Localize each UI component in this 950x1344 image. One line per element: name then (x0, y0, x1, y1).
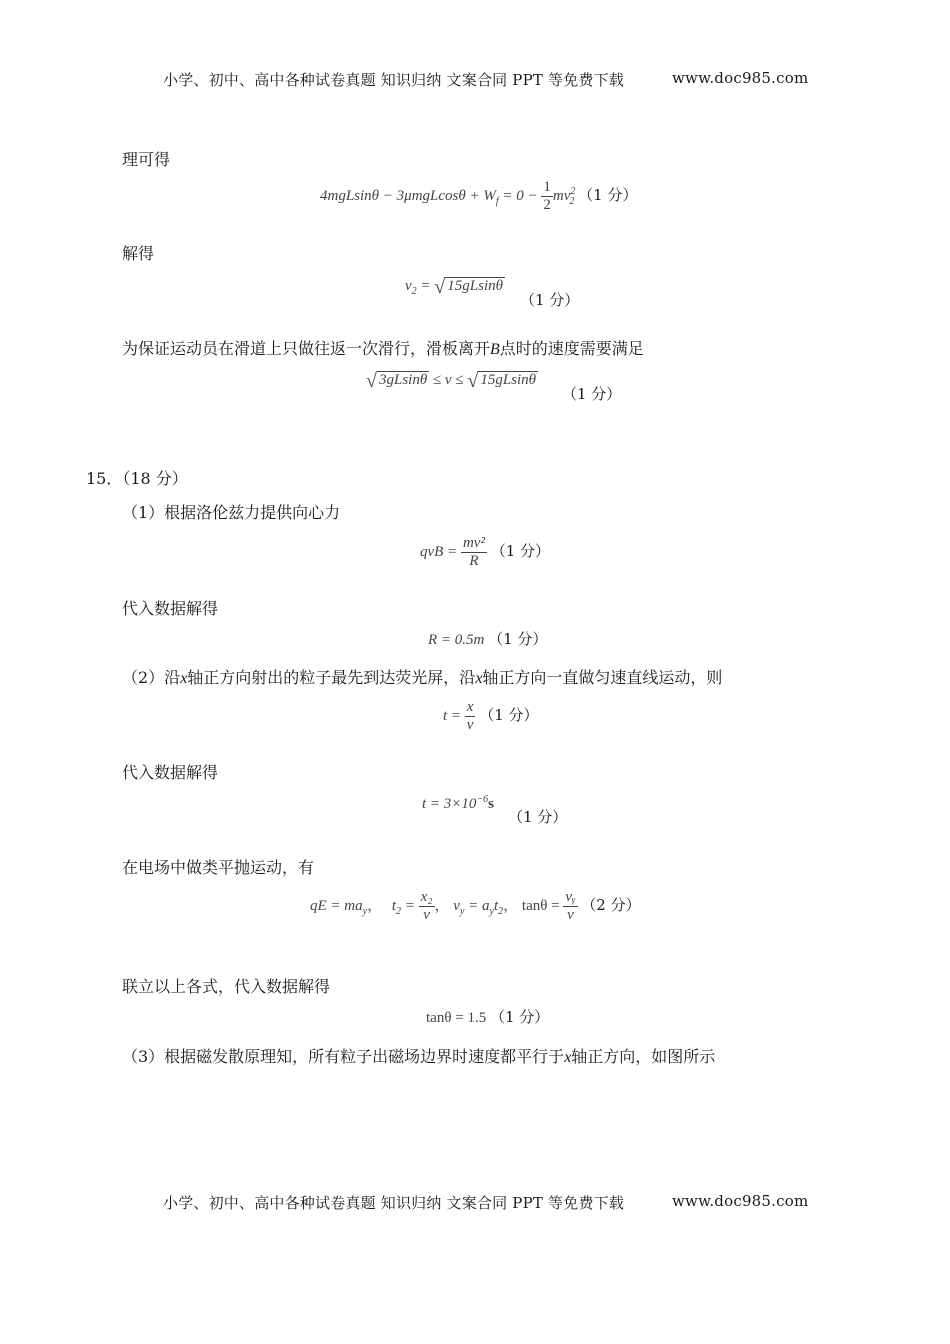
score-label: （1 分） (489, 1008, 550, 1026)
page-footer-text: 小学、初中、高中各种试卷真题 知识归纳 文案合同 PPT 等免费下载 (163, 1194, 625, 1212)
text-line: 代入数据解得 (122, 599, 219, 618)
equation-time-value: $t = 3\times 10^{-6}s$ (422, 794, 495, 812)
equation-v-range: √ 3gLsinθ ≤ v ≤ √ 15gLsinθ (366, 370, 537, 392)
score-label: （1 分） (479, 705, 539, 724)
page-header-url: www.doc985.com (672, 69, 809, 87)
text-line: （2）沿x轴正方向射出的粒子最先到达荧光屏，沿x轴正方向一直做匀速直线运动，则 (122, 668, 723, 687)
score-label: （1 分） (520, 291, 580, 309)
text-line: （1）根据洛伦兹力提供向心力 (122, 503, 341, 522)
text-line: （3）根据磁发散原理知，所有粒子出磁场边界时速度都平行于x轴正方向，如图所示 (122, 1047, 716, 1066)
text-line: 在电场中做类平抛运动，有 (122, 858, 315, 877)
equation-time: t = $\frac{x}{v}$ （1 分） (443, 699, 539, 733)
text-line: 代入数据解得 (122, 763, 219, 782)
text-line: 为保证运动员在滑道上只做往返一次滑行，滑板离开B点时的速度需要满足 (122, 339, 644, 358)
text-line: 理可得 (122, 150, 171, 169)
score-label: （1 分） (562, 385, 622, 403)
equation-tan: tanθ = 1.5 （1 分） (426, 1008, 550, 1026)
equation-projectile-set: qE = $ma_y$， $t_2$ = $\frac{\text{x₂}}{v}$ ， $v_y = a_yt_2$， tanθ = $\frac{\text{vᵧ}}{v}$ （2 分） (310, 889, 641, 923)
text-line: 联立以上各式，代入数据解得 (122, 977, 331, 996)
text-line: 解得 (122, 244, 155, 263)
page-footer-url: www.doc985.com (672, 1192, 809, 1210)
score-label: （1 分） (488, 630, 548, 648)
score-label: （1 分） (578, 185, 638, 204)
score-label: （1 分） (508, 808, 568, 826)
page-header-text: 小学、初中、高中各种试卷真题 知识归纳 文案合同 PPT 等免费下载 (163, 71, 625, 89)
equation-energy: $4mgLsin\theta - 3\mu mgLcos\theta + W_f = 0$ − $\frac{1}{2}$ $mv^2_2$ （1 分） (320, 179, 638, 213)
equation-radius: R = 0.5m （1 分） (428, 630, 548, 648)
equation-v2: $v_2$ = √ 15gLsinθ (405, 276, 503, 298)
question-number: 15．（18 分） (86, 469, 188, 488)
equation-lorentz: qvB = $\frac{\text{mv²}}{R}$ （1 分） (420, 535, 551, 569)
score-label: （2 分） (581, 895, 641, 914)
score-label: （1 分） (490, 541, 551, 560)
